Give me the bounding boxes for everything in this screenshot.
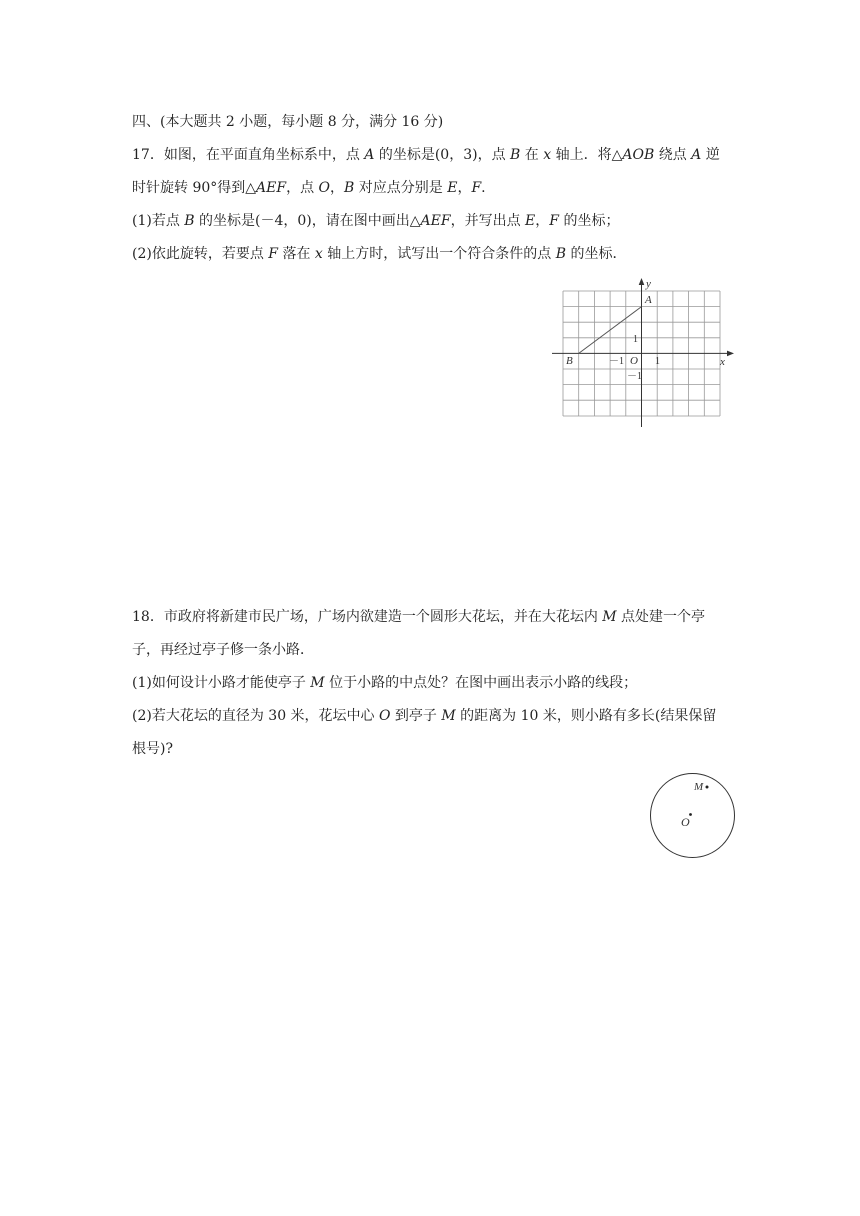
tick-y-neg1: －1: [627, 371, 642, 382]
tick-y-pos1: 1: [633, 334, 638, 345]
axis-x-label: x: [720, 356, 725, 368]
y-axis-arrow: [639, 278, 645, 285]
tick-x-neg1: －1: [609, 356, 624, 367]
axis-y-label: y: [646, 278, 651, 290]
origin-label: O: [630, 355, 638, 367]
pavilion-point: [706, 786, 709, 789]
q18-line1: 18．市政府将新建市民广场，广场内欲建造一个圆形大花坛，并在大花坛内 M 点处建一个亭: [132, 609, 706, 625]
x-axis-arrow: [727, 351, 734, 357]
q17-line1: 17．如图，在平面直角坐标系中，点 A 的坐标是(0，3)，点 B 在 x 轴上．将△AOB 绕点 A 逆: [132, 147, 720, 163]
q18-line2: 子，再经过亭子修一条小路．: [132, 642, 314, 658]
q18-part2: (2)若大花坛的直径为 30 米，花坛中心 O 到亭子 M 的距离为 10 米，则小路有多长(结果保留: [132, 708, 717, 724]
flowerbed-circle: [651, 774, 735, 858]
q17-part2: (2)依此旋转，若要点 F 落在 x 轴上方时，试写出一个符合条件的点 B 的坐标．: [132, 246, 627, 262]
q17-coordinate-grid: [548, 275, 744, 431]
q18-part2-continued: 根号)?: [132, 741, 173, 757]
q18-part1: (1)如何设计小路才能使亭子 M 位于小路的中点处？在图中画出表示小路的线段；: [132, 675, 638, 691]
q17-part1: (1)若点 B 的坐标是(－4，0)，请在图中画出△AEF，并写出点 E，F 的坐标；: [132, 213, 620, 229]
center-label: O: [681, 815, 690, 829]
q18-flowerbed-circle: [645, 770, 741, 862]
section-heading: 四、(本大题共 2 小题，每小题 8 分，满分 16 分): [132, 114, 444, 130]
point-b-label: B: [566, 355, 573, 367]
q17-line2: 时针旋转 90°得到△AEF，点 O，B 对应点分别是 E，F.: [132, 180, 486, 196]
tick-x-pos1: 1: [655, 356, 660, 367]
pavilion-label: M: [694, 781, 704, 793]
point-a-label: A: [645, 294, 652, 306]
